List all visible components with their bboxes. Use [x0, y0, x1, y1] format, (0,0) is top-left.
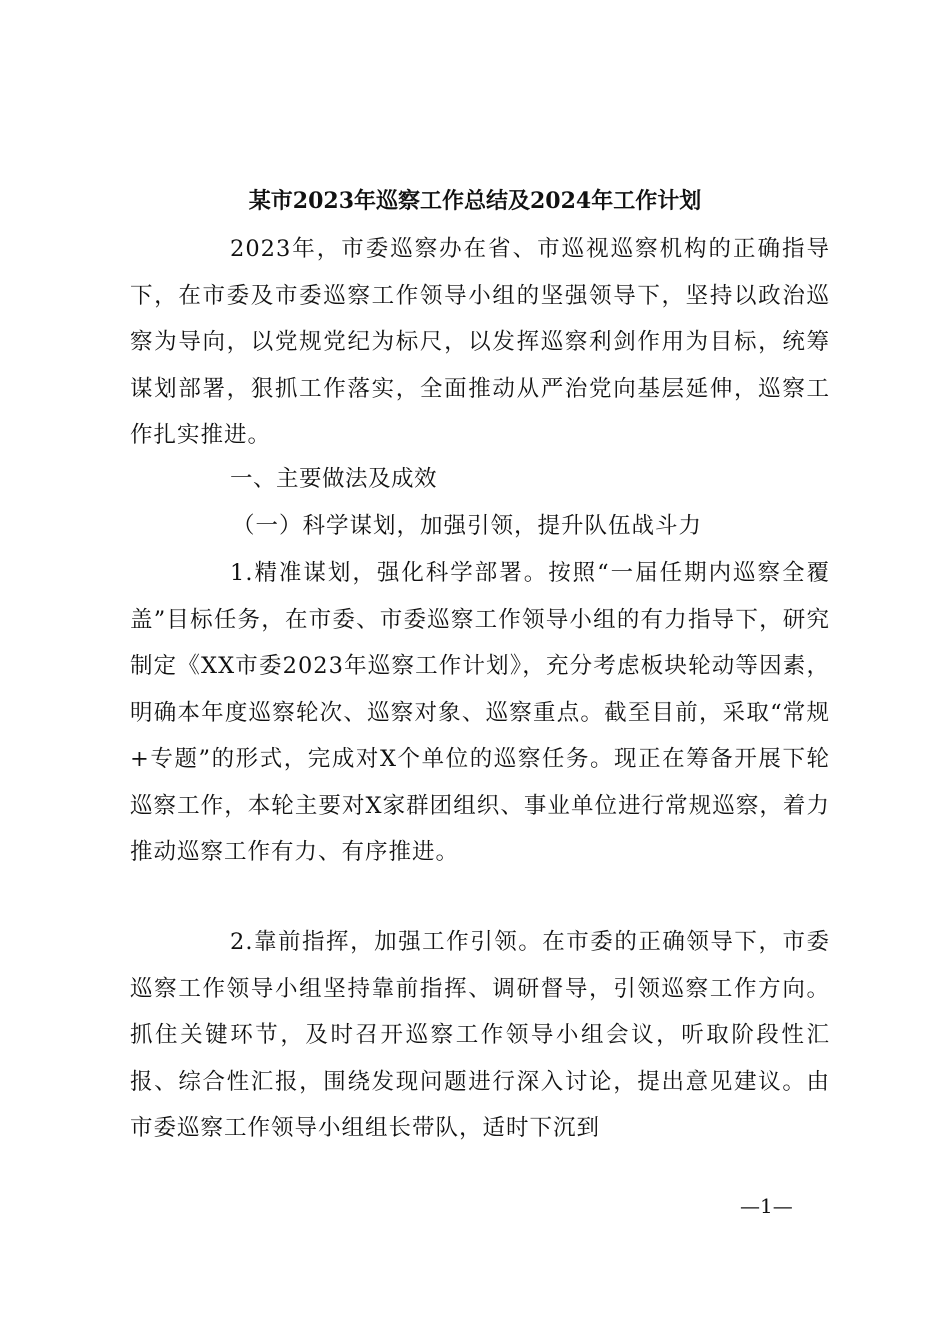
- page-number: —1—: [740, 1194, 793, 1218]
- subsection-heading: （一）科学谋划，加强引领，提升队伍战斗力: [232, 513, 703, 539]
- paragraph-1: 1.精准谋划，强化科学部署。按照“一届任期内巡察全覆盖”目标任务，在市委、市委巡察工作领导小组的有力指导下，研究制定《XX市委2023年巡察工作计划》，充分考虑板块轮动等因素，明确本年度巡察轮次、巡察对象、巡察重点。截至目前，采取“常规+专题”的形式，完成对X个单位的巡察任务。现正在筹备开展下轮巡察工作，本轮主要对X家群团组织、事业单位进行常规巡察，着力推动巡察工作有力、有序推进。: [130, 560, 830, 865]
- document-title: 某市2023年巡察工作总结及2024年工作计划: [248, 188, 702, 214]
- intro-paragraph: 2023年，市委巡察办在省、市巡视巡察机构的正确指导下，在市委及市委巡察工作领导小组的坚强领导下，坚持以政治巡察为导向，以党规党纪为标尺，以发挥巡察利剑作用为目标，统筹谋划部署，狠抓工作落实，全面推动从严治党向基层延伸，巡察工作扎实推进。: [130, 236, 830, 448]
- paragraph-2: 2.靠前指挥，加强工作引领。在市委的正确领导下，市委巡察工作领导小组坚持靠前指挥、调研督导，引领巡察工作方向。抓住关键环节，及时召开巡察工作领导小组会议，听取阶段性汇报、综合性汇报，围绕发现问题进行深入讨论，提出意见建议。由市委巡察工作领导小组组长带队，适时下沉到: [130, 929, 830, 1141]
- section-heading: 一、主要做法及成效: [230, 466, 438, 492]
